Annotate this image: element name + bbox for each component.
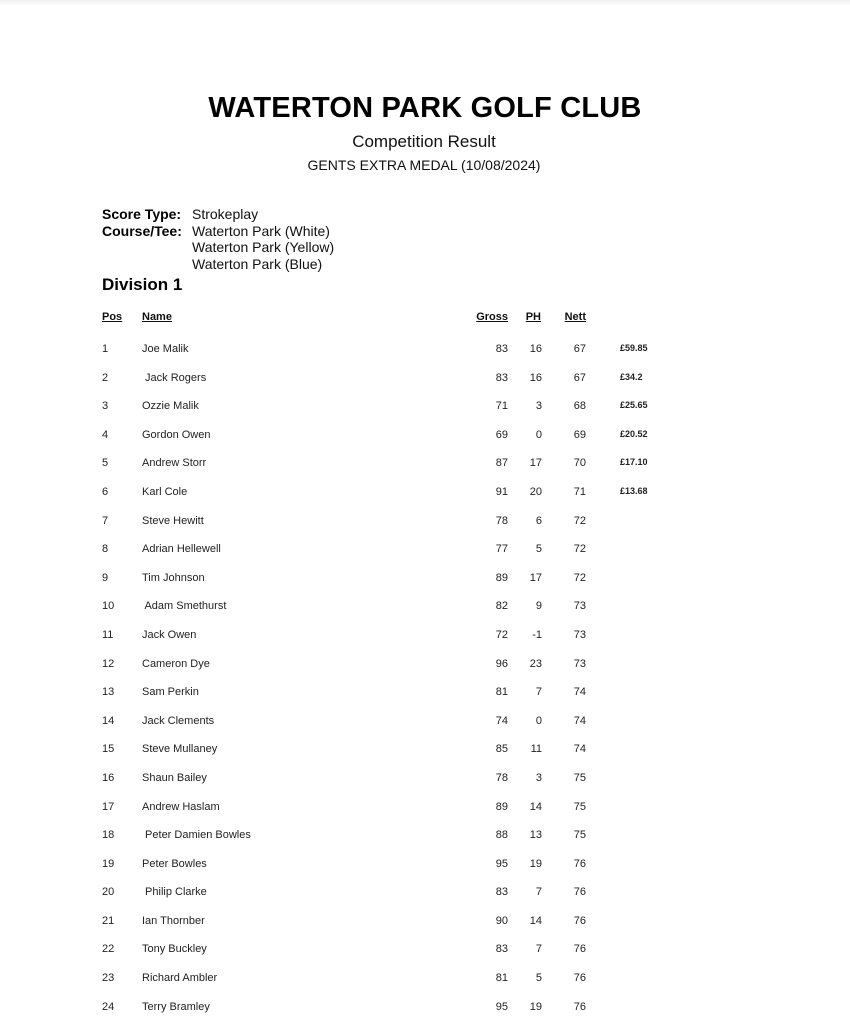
gross-score-cell: 90 [495,914,508,927]
table-row [0,886,850,915]
player-name-cell: Joe Malik [142,343,189,355]
prize-cell: £25.65 [620,400,648,411]
gross-score-cell: 95 [495,857,508,870]
nett-score-cell: 75 [573,829,586,842]
position-cell: 20 [102,886,115,899]
position-cell: 6 [102,485,109,498]
table-row [0,429,850,458]
prize-cell: £59.85 [620,343,648,353]
nett-score-cell: 72 [573,571,586,584]
gross-score-cell: 83 [495,371,508,384]
table-header [0,309,850,343]
playing-handicap-cell: 3 [535,400,542,413]
gross-score-cell: 71 [495,400,508,413]
nett-score-cell: 74 [573,743,586,756]
position-cell: 5 [102,457,109,470]
position-cell: 19 [102,857,115,870]
nett-score-cell: 73 [573,628,586,641]
gross-score-cell: 91 [495,485,508,498]
position-cell: 7 [102,514,109,527]
gross-score-cell: 72 [495,628,508,641]
division-heading: Division 1 [102,275,183,294]
gross-score-cell: 88 [495,829,508,842]
position-cell: 22 [102,943,115,956]
position-cell: 23 [102,972,115,985]
playing-handicap-cell: 14 [529,914,542,927]
playing-handicap-cell: 0 [535,428,542,441]
player-name-cell: Andrew Storr [142,457,207,470]
competition-meta [102,206,334,272]
player-name-cell: Steve Hewitt [142,514,204,527]
position-cell: 15 [102,743,115,756]
prize-cell: £17.10 [620,457,648,468]
player-name-cell: Sam Perkin [142,686,199,699]
gross-score-cell: 77 [495,543,508,556]
table-row [0,943,850,972]
table-row [0,972,850,1001]
player-name-cell: Peter Damien Bowles [142,829,251,842]
nett-score-cell: 73 [573,600,586,613]
nett-score-cell: 71 [573,485,586,498]
position-cell: 16 [102,771,115,784]
player-name-cell: Jack Clements [142,714,215,727]
course-tee-row [102,239,334,256]
position-cell: 12 [102,657,115,670]
table-body [0,343,850,1029]
playing-handicap-cell: 13 [529,829,542,842]
table-row [0,1001,850,1029]
player-name-cell: Cameron Dye [142,657,210,670]
nett-score-cell: 70 [573,457,586,470]
playing-handicap-cell: 17 [529,571,542,584]
course-tee-value: Waterton Park (White) [192,222,330,239]
player-name-cell: Richard Ambler [142,972,218,985]
gross-score-cell: 83 [495,943,508,956]
gross-score-cell: 89 [495,800,508,813]
table-row [0,372,850,401]
nett-score-cell: 68 [573,400,586,413]
table-row [0,715,850,744]
nett-score-cell: 76 [573,943,586,956]
gross-score-cell: 78 [495,771,508,784]
nett-score-cell: 76 [573,886,586,899]
position-cell: 1 [102,343,109,355]
course-tee-row [102,223,334,240]
table-row [0,829,850,858]
playing-handicap-cell: 7 [535,686,542,699]
table-row [0,343,850,372]
table-row [0,629,850,658]
gross-score-cell: 89 [495,571,508,584]
prize-cell: £20.52 [620,428,648,439]
competition-name: GENTS EXTRA MEDAL (10/08/2024) [307,157,541,173]
position-cell: 17 [102,800,115,813]
column-header-ph: PH [525,311,541,323]
nett-score-cell: 76 [573,1000,586,1013]
gross-score-cell: 74 [495,714,508,727]
playing-handicap-cell: 0 [535,714,542,727]
gross-score-cell: 87 [495,457,508,470]
gross-score-cell: 69 [495,428,508,441]
position-cell: 14 [102,714,115,727]
table-row [0,486,850,515]
document-subtitle: Competition Result [352,132,496,151]
table-row [0,915,850,944]
score-type-row [102,206,334,223]
playing-handicap-cell: 14 [529,800,542,813]
position-cell: 9 [102,571,109,584]
table-row [0,543,850,572]
playing-handicap-cell: 5 [535,972,542,985]
player-name-cell: Tony Buckley [142,943,207,956]
table-row [0,686,850,715]
playing-handicap-cell: -1 [532,628,542,641]
course-tee-value: Waterton Park (Yellow) [192,239,335,255]
nett-score-cell: 75 [573,800,586,813]
position-cell: 8 [102,543,109,556]
player-name-cell: Adam Smethurst [142,600,227,613]
table-row [0,772,850,801]
playing-handicap-cell: 9 [535,600,542,613]
playing-handicap-cell: 16 [529,371,542,384]
course-tee-value: Waterton Park (Blue) [192,255,323,272]
player-name-cell: Adrian Hellewell [142,543,221,556]
gross-score-cell: 78 [495,514,508,527]
player-name-cell: Jack Owen [142,628,197,641]
position-cell: 3 [102,400,109,413]
nett-score-cell: 76 [573,914,586,927]
table-row [0,743,850,772]
position-cell: 13 [102,686,115,699]
position-cell: 11 [102,628,114,641]
playing-handicap-cell: 17 [529,457,542,470]
table-row [0,658,850,687]
nett-score-cell: 76 [573,972,586,985]
gross-score-cell: 81 [495,972,508,985]
player-name-cell: Steve Mullaney [142,743,218,756]
player-name-cell: Ian Thornber [142,914,205,927]
player-name-cell: Terry Bramley [142,1000,210,1013]
nett-score-cell: 72 [573,543,586,556]
table-row [0,572,850,601]
nett-score-cell: 76 [573,857,586,870]
playing-handicap-cell: 19 [529,857,542,870]
course-tee-label: Course/Tee: [102,222,182,239]
playing-handicap-cell: 6 [535,514,542,527]
playing-handicap-cell: 19 [529,1000,542,1013]
playing-handicap-cell: 23 [529,657,542,670]
gross-score-cell: 81 [495,686,508,699]
position-cell: 18 [102,829,115,842]
player-name-cell: Gordon Owen [142,428,211,441]
table-row [0,600,850,629]
gross-score-cell: 96 [495,657,508,670]
nett-score-cell: 74 [573,714,586,727]
page-top-edge [0,0,850,6]
nett-score-cell: 72 [573,514,586,527]
player-name-cell: Shaun Bailey [142,771,207,784]
position-cell: 2 [102,371,109,384]
player-name-cell: Karl Cole [142,485,188,498]
playing-handicap-cell: 16 [529,343,542,355]
course-tee-row [102,256,334,273]
column-header-gross: Gross [476,311,508,323]
position-cell: 24 [102,1000,115,1013]
club-title: WATERTON PARK GOLF CLUB [208,92,642,124]
playing-handicap-cell: 3 [535,771,542,784]
playing-handicap-cell: 20 [529,485,542,498]
table-row [0,801,850,830]
column-header-name: Name [142,311,172,323]
column-header-nett: Nett [564,311,586,323]
prize-cell: £34.2 [620,371,643,382]
gross-score-cell: 83 [495,886,508,899]
playing-handicap-cell: 7 [535,943,542,956]
player-name-cell: Peter Bowles [142,857,207,870]
player-name-cell: Tim Johnson [142,571,205,584]
player-name-cell: Andrew Haslam [142,800,220,813]
column-header-pos: Pos [102,311,123,323]
nett-score-cell: 67 [573,343,586,355]
prize-cell: £13.68 [620,485,648,496]
score-type-value: Strokeplay [192,206,259,222]
nett-score-cell: 73 [573,657,586,670]
position-cell: 4 [102,428,109,441]
table-row [0,400,850,429]
table-row [0,457,850,486]
playing-handicap-cell: 7 [535,886,542,899]
position-cell: 21 [102,914,115,927]
gross-score-cell: 82 [495,600,508,613]
table-row [0,515,850,544]
table-row [0,858,850,887]
score-type-label: Score Type: [102,206,182,222]
player-name-cell: Jack Rogers [142,371,207,384]
nett-score-cell: 69 [573,428,586,441]
nett-score-cell: 67 [573,371,586,384]
results-table [0,309,850,1029]
player-name-cell: Ozzie Malik [142,400,199,413]
playing-handicap-cell: 5 [535,543,542,556]
player-name-cell: Philip Clarke [142,886,207,899]
gross-score-cell: 95 [495,1000,508,1013]
nett-score-cell: 74 [573,686,586,699]
playing-handicap-cell: 11 [530,743,542,756]
nett-score-cell: 75 [573,771,586,784]
gross-score-cell: 85 [495,743,508,756]
gross-score-cell: 83 [495,343,508,355]
position-cell: 10 [102,600,115,613]
